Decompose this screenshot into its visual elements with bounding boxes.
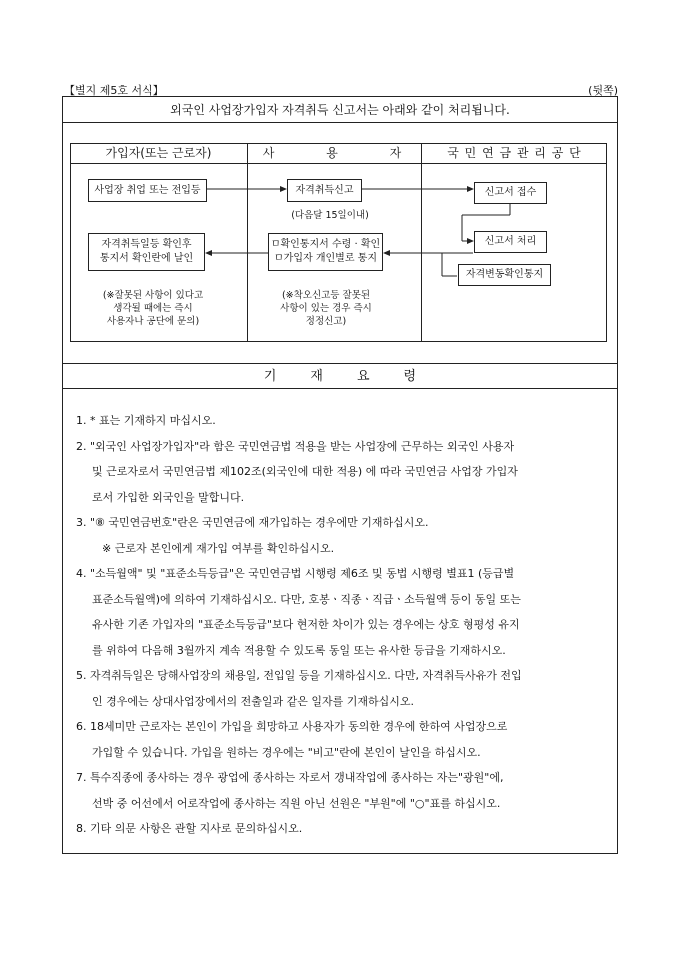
instruction-line: 8. 기타 의문 사항은 관할 지사로 문의하십시오. <box>76 822 303 835</box>
step-receipt: 신고서 접수 <box>474 182 547 204</box>
employer-note-line: (※착오신고등 잘못된 <box>281 290 371 301</box>
instruction-line: 4. "소득월액" 및 "표준소득등급"은 국민연금법 시행령 제6조 및 동법 시행령 별표1 (등급별 <box>76 567 515 580</box>
instruction-line: 2. "외국인 사업장가입자"라 함은 국민연금법 적용을 받는 사업장에 근무하는 외국인 사용자 <box>76 439 515 453</box>
subscriber-note-line: (※잘못된 사항이 있다고 <box>102 290 204 301</box>
confirm-line: ㅁ확인통지서 수령 · 확인 <box>270 239 381 250</box>
step-employment: 사업장 취업 또는 전입등 <box>88 179 207 202</box>
notify-line: ㅁ가입자 개인별로 통지 <box>274 253 377 264</box>
instruction-line: 표준소득월액)에 의하여 기재하십시오. 다만, 호봉ㆍ직종ㆍ직급ㆍ소득월액 등이 동일 또는 <box>92 592 521 606</box>
instruction-line: 3. "⑧ 국민연금번호"란은 국민연금에 재가입하는 경우에만 기재하십시오. <box>76 516 429 529</box>
employer-note-line: 정정신고) <box>305 316 347 327</box>
seal-line: 통지서 확인란에 날인 <box>99 253 194 264</box>
column-subscriber: 가입자(또는 근로자) <box>70 143 247 164</box>
instruction-line: 및 근로자로서 국민연금법 제102조(외국인에 대한 적용) 에 따라 국민연금 사업장 가입자 <box>92 465 518 478</box>
instructions-title <box>62 363 618 389</box>
report-deadline: (다음달 15일이내) <box>291 210 369 221</box>
instruction-line: 6. 18세미만 근로자는 본인이 가입을 희망하고 사용자가 동의한 경우에 한하여 사업장으로 <box>76 720 508 733</box>
step-acquisition-report: 자격취득신고 <box>287 179 362 202</box>
instruction-line: 를 위하여 다음해 3월까지 계속 적용할 수 있도록 동일 또는 유사한 등급을 기재하시오. <box>92 643 506 657</box>
instructions-list <box>76 408 606 842</box>
instruction-line: 유사한 기존 가입자의 "표준소득등급"보다 현저한 차이가 있는 경우에는 상호 형평성 유지 <box>92 618 520 631</box>
page-side-label: (뒷쪽) <box>588 84 618 97</box>
subscriber-note-line: 사용자나 공단에 문의) <box>106 316 200 327</box>
step-processing: 신고서 처리 <box>474 231 547 253</box>
instruction-line: 로서 가입한 외국인을 말합니다. <box>92 490 245 504</box>
employer-note-line: 사항이 있는 경우 즉시 <box>280 303 372 314</box>
instruction-line: 선박 중 어선에서 어로작업에 종사하는 직원 아닌 선원은 "부원"에 "○"표를 하십시오. <box>92 796 501 810</box>
column-employer-label: 사 용 자 <box>262 146 406 160</box>
processing-notice: 외국인 사업장가입자 자격취득 신고서는 아래와 같이 처리됩니다. <box>62 97 618 123</box>
subscriber-note-line: 생각될 때에는 즉시 <box>113 303 193 314</box>
instruction-line: ※ 근로자 본인에게 재가입 여부를 확인하십시오. <box>102 541 335 555</box>
verify-line: 자격취득일등 확인후 <box>101 239 192 250</box>
form-label: 【별지 제5호 서식】 <box>64 84 164 97</box>
instruction-line: 5. 자격취득일은 당해사업장의 채용일, 전입일 등을 기재하십시오. 다만, 자격취득사유가 전입 <box>76 669 522 682</box>
instruction-line: 가입할 수 있습니다. 가입을 원하는 경우에는 "비고"란에 본인이 날인을 하십시오. <box>92 745 481 759</box>
instruction-line: 1. * 표는 기재하지 마십시오. <box>76 414 216 427</box>
instruction-line: 인 경우에는 상대사업장에서의 전출일과 같은 일자를 기재하십시오. <box>92 694 415 708</box>
step-change-notice: 자격변동확인통지 <box>458 264 551 286</box>
instruction-line: 7. 특수직종에 종사하는 경우 광업에 종사하는 자로서 갱내작업에 종사하는 자는"광원"에, <box>76 771 504 784</box>
column-nps-label: 국 민 연 금 관 리 공 단 <box>447 146 581 160</box>
instructions-title-text: 기재요령 <box>263 369 451 384</box>
